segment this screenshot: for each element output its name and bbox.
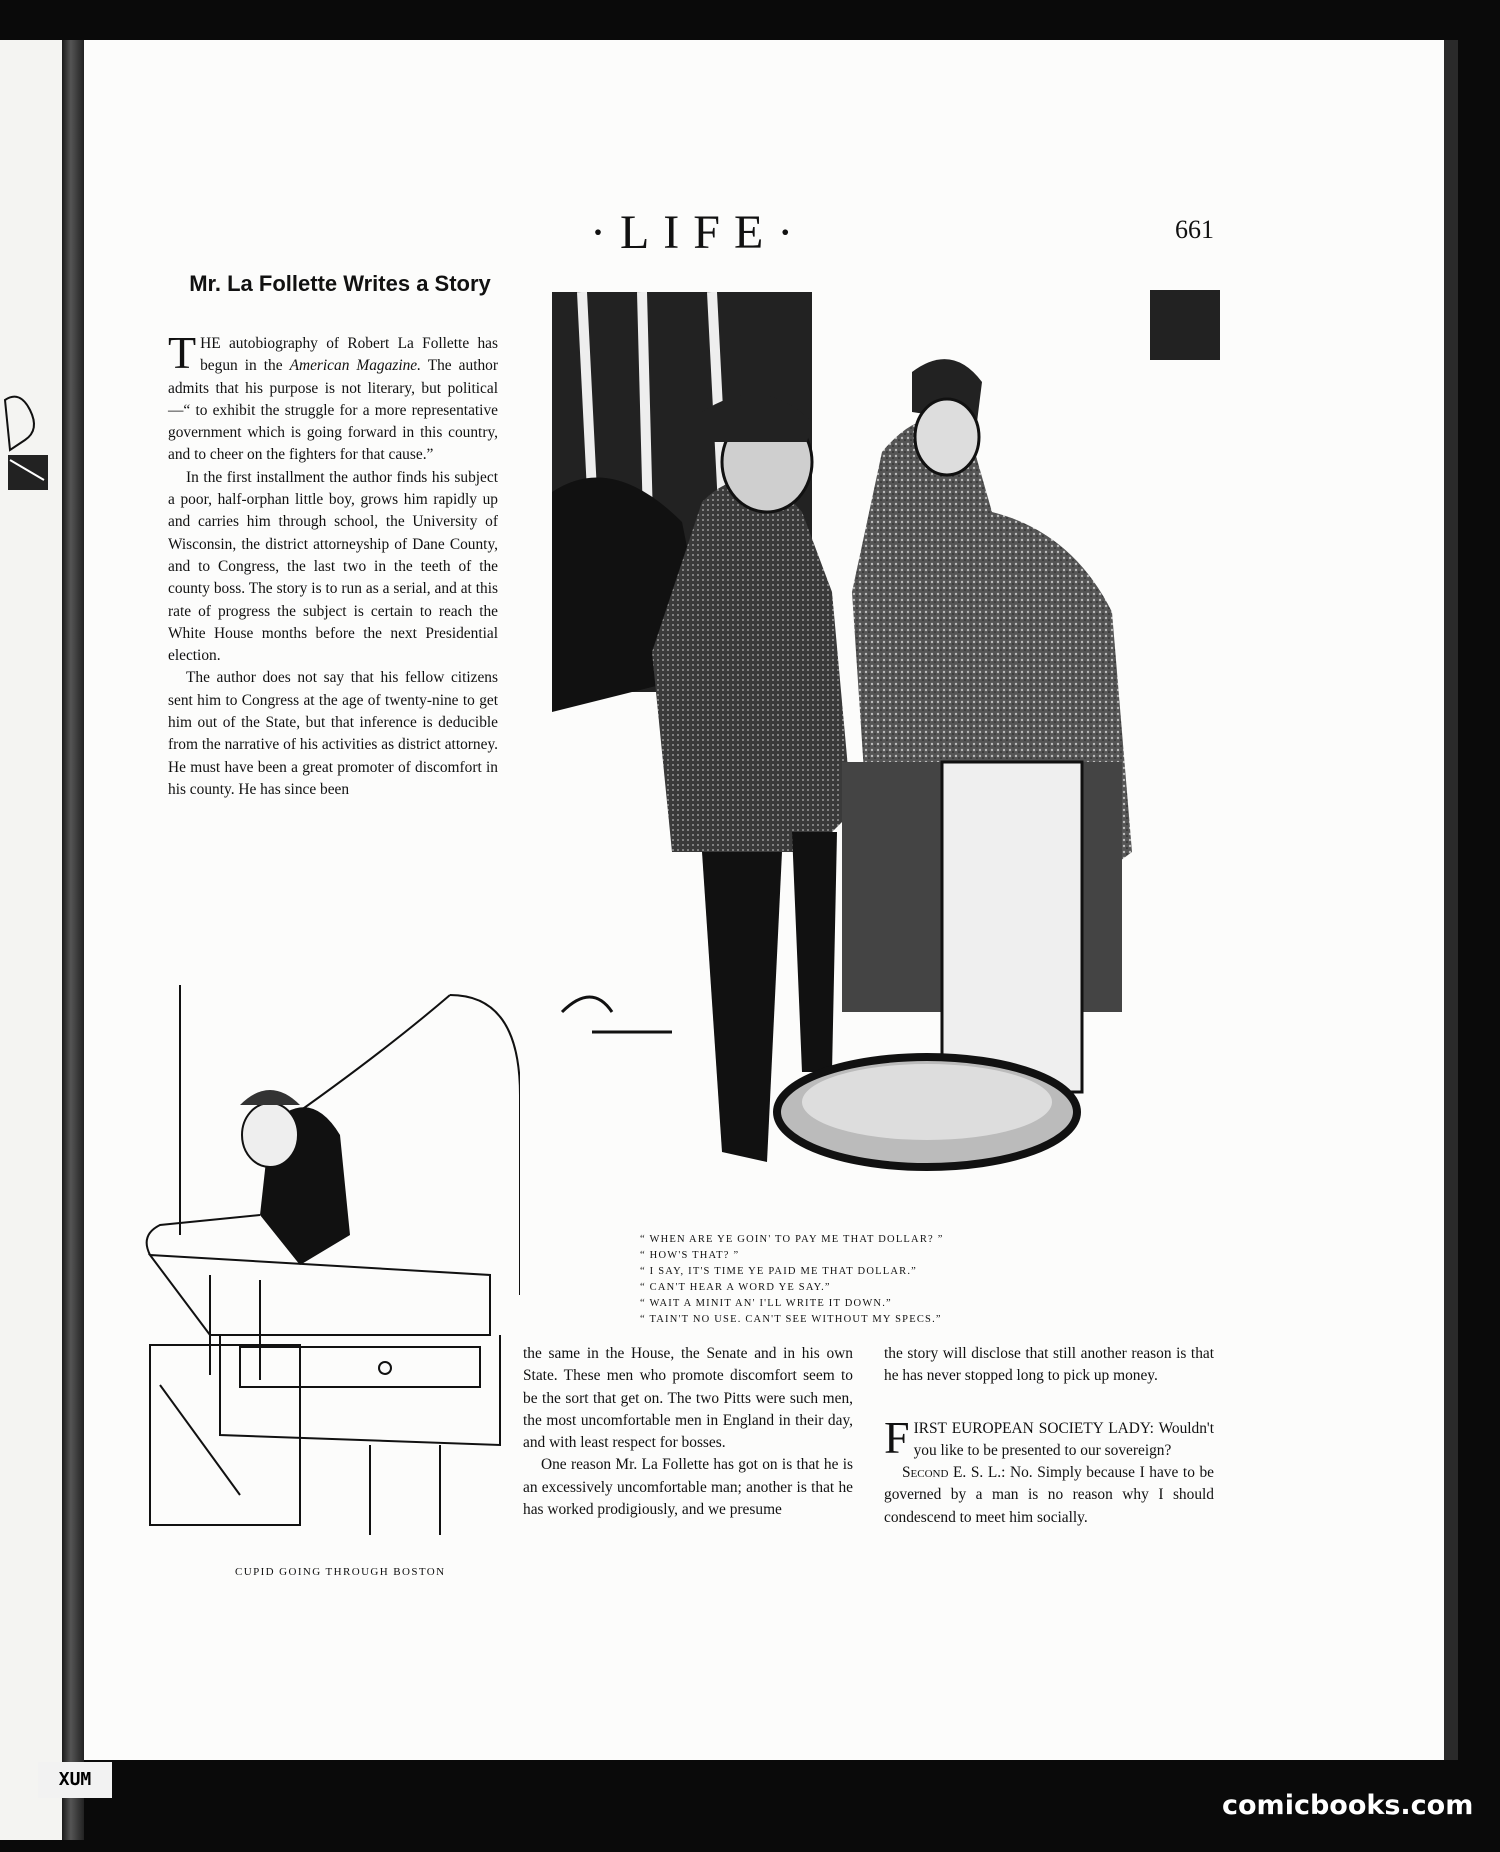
cartoon-caption — [640, 1232, 944, 1328]
joke-block — [884, 1411, 1214, 1529]
cupid-illustration — [120, 975, 520, 1555]
adjacent-page-strip — [0, 40, 62, 1840]
masthead: ·LIFE· — [590, 206, 808, 259]
paragraph-text: HE autobiography of Robert La Follette has begun in the — [200, 335, 498, 375]
cupid-caption: CUPID GOING THROUGH BOSTON — [235, 1566, 446, 1578]
joke-text: No. Simply because I have to be governed by a man is no reason why I should condescend to meet him socially. — [884, 1464, 1214, 1526]
page-edge — [1444, 40, 1458, 1760]
adjacent-page-sketch — [0, 380, 62, 520]
joke-line-2 — [884, 1462, 1214, 1529]
cartoon-illustration — [552, 292, 1220, 1212]
joke-text: IRST EUROPEAN SOCIETY LADY: Wouldn't you like to be presented to our sovereign? — [913, 1419, 1214, 1459]
joke-speaker: Second E. S. L.: — [902, 1464, 1006, 1482]
article-headline: Mr. La Follette Writes a Story — [189, 271, 491, 296]
joke-line-1 — [884, 1411, 1214, 1463]
article-paragraph-4: the same in the House, the Senate and in his own State. These men who promote discomfort seem to be the sort that get on. The two Pitts were such men, the most uncomfortable men in England in their day, and with least respect for bosses. — [523, 1345, 853, 1452]
article-paragraph-6: the story will disclose that still another reason is that he has never stopped long to pick up money. — [884, 1345, 1214, 1385]
article-column-3 — [884, 1343, 1214, 1529]
caption-line: “ HOW'S THAT? ” — [640, 1250, 740, 1261]
magazine-title: American Magazine. — [289, 357, 421, 375]
article-paragraph-5: One reason Mr. La Follette has got on is that he is an excessively uncomfortable man; another is that he has worked prodigiously, and we presume — [523, 1456, 853, 1519]
article-column-1 — [168, 327, 498, 801]
caption-line: “ WHEN ARE YE GOIN' TO PAY ME THAT DOLLAR? ” — [640, 1234, 944, 1245]
scan-reel-tag: XUM — [38, 1762, 112, 1798]
caption-line: “ TAIN'T NO USE. CAN'T SEE WITHOUT MY SPECS.” — [640, 1314, 942, 1325]
caption-line: “ I SAY, IT'S TIME YE PAID ME THAT DOLLAR.” — [640, 1266, 918, 1277]
article-paragraph-3: The author does not say that his fellow citizens sent him to Congress at the age of twenty-nine to get him out of the State, but that inference is deducible from the narrative of his activities as district attorney. He must have been a great promoter of discomfort in his county. He has since been — [168, 669, 498, 798]
site-watermark: comicbooks.com — [1222, 1790, 1474, 1821]
paragraph-text: The author admits that his purpose is not literary, but political—“ to exhibit the struggle for a more representative government which is going forward in this country, and to cheer on the fighters for that cause.” — [168, 357, 498, 464]
book-spine — [62, 40, 84, 1840]
drop-cap: F — [884, 1411, 910, 1463]
drop-cap: T — [168, 327, 197, 378]
page-number: 661 — [1175, 215, 1214, 244]
article-column-2 — [523, 1343, 853, 1521]
article-paragraph-2: In the first installment the author finds his subject a poor, half-orphan little boy, grows him rapidly up and carries him through school, the University of Wisconsin, the district attorneyship of Dane County, and to Congress, the last two in the teeth of the county boss. The story is to run as a serial, and at this rate of progress the subject is certain to reach the White House months before the next Presidential election. — [168, 468, 498, 665]
logo-stamp — [1150, 290, 1220, 360]
caption-line: “ CAN'T HEAR A WORD YE SAY.” — [640, 1282, 831, 1293]
caption-line: “ WAIT A MINIT AN' I'LL WRITE IT DOWN.” — [640, 1298, 892, 1309]
article-paragraph-1 — [168, 327, 498, 467]
